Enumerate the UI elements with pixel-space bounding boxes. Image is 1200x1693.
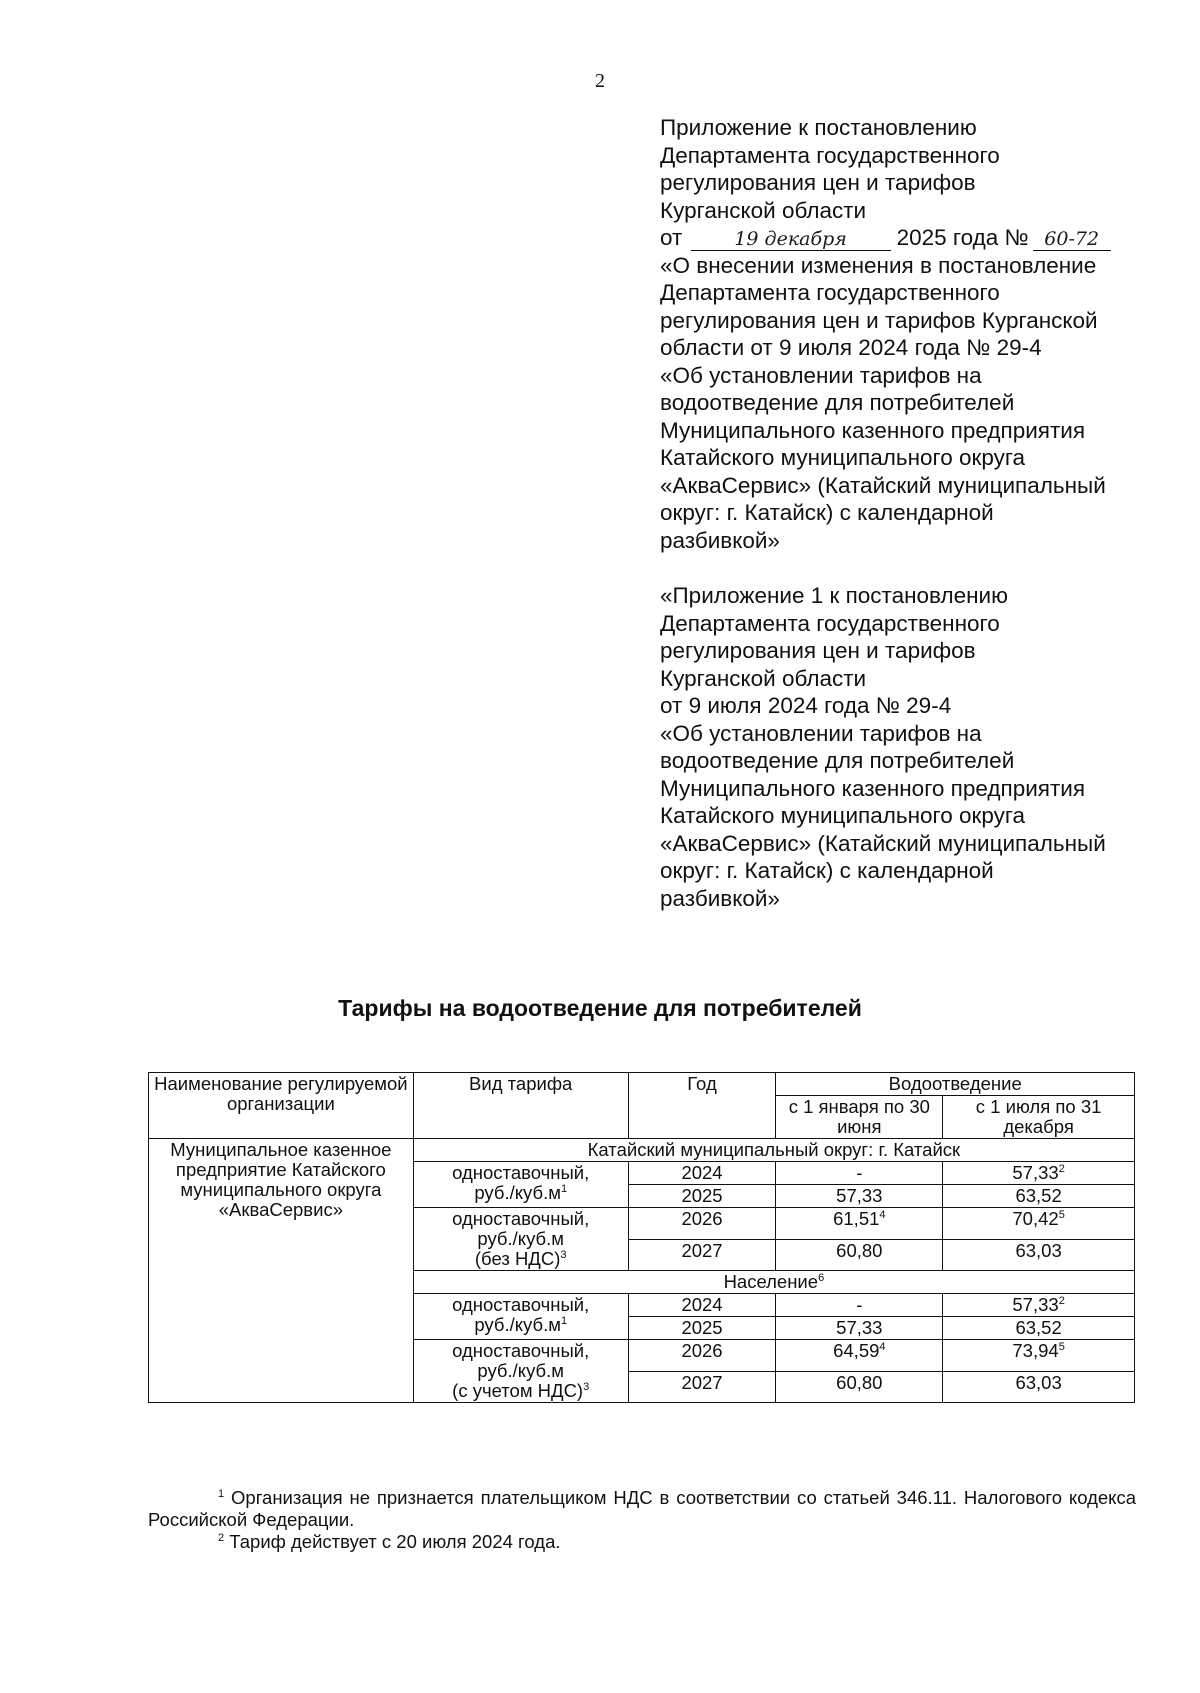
date-prefix: от bbox=[660, 225, 683, 250]
footnote-2: $^2$ Тариф действует с 20 июля 2024 года. bbox=[218, 1531, 561, 1552]
year-cell: 2027 bbox=[628, 1239, 776, 1271]
footnote-ref: 5 bbox=[1058, 1208, 1065, 1221]
appendix-line: области от 9 июля 2024 года № 29-4 bbox=[660, 335, 1042, 360]
header-type: Вид тарифа bbox=[413, 1073, 628, 1139]
footnote-ref: 4 bbox=[879, 1208, 886, 1221]
appendix-line: Департамента государственного bbox=[660, 610, 1000, 636]
year-cell: 2024 bbox=[628, 1294, 776, 1317]
handwritten-number: 60-72 bbox=[1033, 228, 1111, 251]
value-cell: 57,33 bbox=[776, 1317, 943, 1340]
appendix-line: «Об установлении тарифов на bbox=[660, 720, 982, 746]
footnote-mark: 1 bbox=[218, 1487, 225, 1500]
footnotes bbox=[148, 1487, 1136, 1553]
appendix-line: разбивкой» bbox=[660, 527, 780, 553]
appendix-line: от 9 июля 2024 года № 29-4 bbox=[660, 693, 952, 718]
value-cell: 57,33 bbox=[776, 1185, 943, 1208]
document-title: Тарифы на водоотведение для потребителей bbox=[338, 995, 862, 1021]
appendix-line: регулирования цен и тарифов bbox=[660, 170, 976, 195]
footnote-ref: 3 bbox=[560, 1248, 567, 1261]
footnote-ref: 1 bbox=[560, 1182, 568, 1195]
tariff-type-line: одноставочный, bbox=[452, 1294, 590, 1315]
header-service: Водоотведение bbox=[776, 1073, 1135, 1096]
tariff-type-line: одноставочный, bbox=[452, 1162, 590, 1183]
footnote-mark: 2 bbox=[218, 1531, 225, 1544]
appendix-line: Департамента государственного bbox=[660, 142, 1000, 168]
value-cell: 57,33$^2$ bbox=[943, 1294, 1135, 1317]
tariff-type-line: одноставочный, bbox=[452, 1208, 590, 1229]
tariff-type-line: руб./куб.м bbox=[474, 1314, 561, 1335]
tariff-type bbox=[413, 1340, 628, 1403]
year-cell: 2024 bbox=[628, 1162, 776, 1185]
footnote-ref: 2 bbox=[1058, 1162, 1065, 1175]
value-cell: 63,03 bbox=[943, 1371, 1135, 1403]
appendix-header bbox=[660, 114, 1160, 554]
appendix-line: Департамента государственного bbox=[660, 280, 1000, 305]
value-cell: 60,80 bbox=[776, 1239, 943, 1271]
appendix-line: Муниципального казенного предприятия bbox=[660, 775, 1086, 801]
section-label: Катайский муниципальный округ: г. Катайск bbox=[413, 1139, 1134, 1162]
year-cell: 2025 bbox=[628, 1317, 776, 1340]
value-cell: - bbox=[776, 1162, 943, 1185]
appendix-line: округ: г. Катайск) с календарной bbox=[660, 500, 994, 525]
appendix-1-header bbox=[660, 582, 1160, 912]
tariff-type bbox=[413, 1294, 628, 1340]
appendix-line: «АкваСервис» (Катайский муниципальный bbox=[660, 830, 1106, 856]
value-cell: 57,33$^2$ bbox=[943, 1162, 1135, 1185]
header-org: Наименование регулируемой организации bbox=[149, 1073, 414, 1139]
header-period-2: с 1 июля по 31 декабря bbox=[943, 1096, 1135, 1139]
appendix-line: «АкваСервис» (Катайский муниципальный bbox=[660, 472, 1106, 498]
value-cell: 63,03 bbox=[943, 1239, 1135, 1271]
value-cell: 63,52 bbox=[943, 1317, 1135, 1340]
organization-name: Муниципальное казенное предприятие Катайского муниципального округа «АкваСервис» bbox=[149, 1139, 414, 1403]
year-cell: 2027 bbox=[628, 1371, 776, 1403]
appendix-line: Катайского муниципального округа bbox=[660, 803, 1026, 828]
tariff-type-line: (без НДС) bbox=[474, 1248, 561, 1269]
appendix-line: Курганской области bbox=[660, 665, 867, 691]
value-cell: 70,42$^5$ bbox=[943, 1208, 1135, 1240]
tariff-type-line: руб./куб.м bbox=[477, 1228, 565, 1249]
year-cell: 2026 bbox=[628, 1340, 776, 1372]
header-year: Год bbox=[628, 1073, 776, 1139]
appendix-line: Муниципального казенного предприятия bbox=[660, 417, 1086, 443]
year-cell: 2026 bbox=[628, 1208, 776, 1240]
appendix-line: водоотведение для потребителей bbox=[660, 390, 1015, 415]
tariff-type-line: одноставочный, bbox=[452, 1340, 590, 1361]
tariff-type bbox=[413, 1162, 628, 1208]
tariff-table bbox=[148, 1072, 1135, 1403]
tariff-type-line: (с учетом НДС) bbox=[452, 1380, 584, 1401]
page-number: 2 bbox=[595, 70, 605, 92]
value-cell: - bbox=[776, 1294, 943, 1317]
footnote-1: $^1$ Организация не признается плательщиком НДС в соответствии со статьей 346.11. Налогового кодекса Российской Федерации. bbox=[148, 1487, 1137, 1530]
appendix-line: Курганской области bbox=[660, 197, 867, 223]
year-cell: 2025 bbox=[628, 1185, 776, 1208]
appendix-line: «О внесении изменения в постановление bbox=[660, 252, 1097, 278]
footnote-ref: 1 bbox=[560, 1314, 568, 1327]
tariff-type bbox=[413, 1208, 628, 1271]
appendix-line: регулирования цен и тарифов Курганской bbox=[660, 307, 1098, 333]
value-cell: 60,80 bbox=[776, 1371, 943, 1403]
tariff-type-line: руб./куб.м bbox=[477, 1360, 565, 1381]
appendix-line: разбивкой» bbox=[660, 885, 780, 911]
appendix-line: Катайского муниципального округа bbox=[660, 445, 1026, 470]
header-period-1: с 1 января по 30 июня bbox=[776, 1096, 943, 1139]
date-line bbox=[660, 224, 1160, 252]
footnote-ref: 4 bbox=[879, 1340, 886, 1353]
appendix-line: регулирования цен и тарифов bbox=[660, 638, 976, 663]
appendix-line: округ: г. Катайск) с календарной bbox=[660, 858, 994, 883]
appendix-line: Приложение к постановлению bbox=[660, 115, 977, 140]
footnote-ref: 5 bbox=[1058, 1340, 1065, 1353]
handwritten-date: 19 декабря bbox=[691, 228, 891, 251]
footnote-ref: 3 bbox=[583, 1380, 590, 1393]
footnote-ref: 2 bbox=[1058, 1294, 1065, 1307]
tariff-type-line: руб./куб.м bbox=[474, 1182, 561, 1203]
appendix-line: водоотведение для потребителей bbox=[660, 748, 1015, 773]
section-label: Население$^6$ bbox=[413, 1271, 1134, 1294]
value-cell: 64,59$^4$ bbox=[776, 1340, 943, 1372]
year-text: 2025 года № bbox=[896, 225, 1029, 250]
footnote-ref: 6 bbox=[818, 1271, 825, 1284]
value-cell: 73,94$^5$ bbox=[943, 1340, 1135, 1372]
appendix-line: «Приложение 1 к постановлению bbox=[660, 583, 1008, 608]
value-cell: 63,52 bbox=[943, 1185, 1135, 1208]
value-cell: 61,51$^4$ bbox=[776, 1208, 943, 1240]
appendix-line: «Об установлении тарифов на bbox=[660, 362, 982, 388]
